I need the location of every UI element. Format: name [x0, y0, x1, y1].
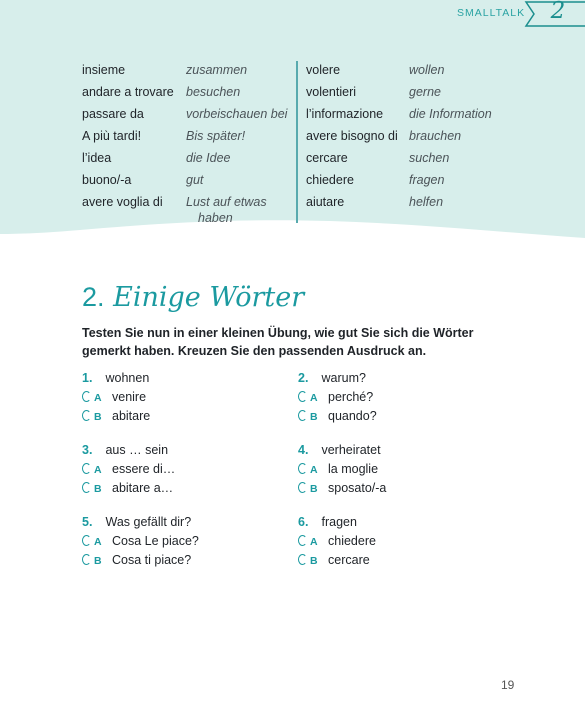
- page-number: 19: [501, 678, 515, 692]
- exercise-number: 2.: [298, 371, 309, 385]
- option-text: sposato/-a: [328, 481, 387, 495]
- option-b[interactable]: [298, 553, 370, 567]
- option-text: Cosa ti piace?: [112, 553, 192, 567]
- vocab-italian: aiutare: [306, 195, 345, 209]
- option-text: perché?: [328, 390, 374, 404]
- exercise-word: aus … sein: [105, 443, 169, 457]
- exercise-word: warum?: [321, 371, 366, 385]
- option-text: chiedere: [328, 534, 376, 548]
- chapter-number: 2: [550, 0, 566, 24]
- vocab-italian: cercare: [306, 151, 348, 165]
- option-a[interactable]: [298, 534, 376, 548]
- vocab-italian: insieme: [82, 63, 126, 77]
- checkbox-circle-icon[interactable]: [298, 463, 307, 474]
- exercise-prompt: [298, 443, 381, 457]
- checkbox-circle-icon[interactable]: [82, 554, 91, 565]
- exercise-prompt: [82, 443, 168, 457]
- vocab-german: brauchen: [409, 129, 462, 143]
- option-text: venire: [112, 390, 147, 404]
- option-letter: A: [310, 536, 318, 548]
- section-title-text: Einige Wörter: [113, 282, 305, 313]
- vocab-italian: passare da: [82, 107, 144, 121]
- exercise-prompt: [298, 371, 366, 385]
- option-b[interactable]: [298, 409, 377, 423]
- exercise-number: 1.: [82, 371, 93, 385]
- option-text: cercare: [328, 553, 370, 567]
- vocab-german: zusammen: [186, 63, 248, 77]
- exercise-number: 4.: [298, 443, 309, 457]
- instructions-text: Testen Sie nun in einer kleinen Übung, wie gut Sie sich die Wörter gemerkt haben. Kreuzen Sie den passenden Ausdruck an.: [82, 326, 474, 358]
- vocab-column-divider: [296, 61, 298, 223]
- option-letter: A: [94, 464, 102, 476]
- option-text: abitare: [112, 409, 151, 423]
- option-a[interactable]: [298, 390, 373, 404]
- checkbox-circle-icon[interactable]: [298, 391, 307, 402]
- option-a[interactable]: [82, 462, 175, 476]
- option-a[interactable]: [298, 462, 378, 476]
- vocab-italian: l’informazione: [306, 107, 384, 121]
- checkbox-circle-icon[interactable]: [82, 482, 91, 493]
- vocab-german: Bis später!: [186, 129, 246, 143]
- vocab-italian: avere bisogno di: [306, 129, 398, 143]
- option-a[interactable]: [82, 390, 146, 404]
- checkbox-circle-icon[interactable]: [298, 482, 307, 493]
- vocab-italian: l’idea: [82, 151, 112, 165]
- checkbox-circle-icon[interactable]: [298, 554, 307, 565]
- option-letter: B: [94, 411, 102, 423]
- vocab-german: Lust auf etwas: [186, 195, 267, 209]
- vocab-german: die Idee: [186, 151, 231, 165]
- option-b[interactable]: [82, 409, 150, 423]
- vocab-german: gut: [186, 173, 204, 187]
- exercise-word: wohnen: [105, 371, 150, 385]
- section-label: SMALLTALK: [457, 7, 526, 19]
- vocab-italian: andare a trovare: [82, 85, 174, 99]
- option-b[interactable]: [298, 481, 386, 495]
- option-letter: A: [94, 392, 102, 404]
- vocab-german: vorbeischauen bei: [186, 107, 288, 121]
- option-text: la moglie: [328, 462, 379, 476]
- exercise-word: verheiratet: [321, 443, 381, 457]
- vocab-italian: avere voglia di: [82, 195, 163, 209]
- vocab-german: die Information: [409, 107, 492, 121]
- exercise-word: fragen: [321, 515, 357, 529]
- option-b[interactable]: [82, 553, 191, 567]
- exercise-prompt: [298, 515, 357, 529]
- checkbox-circle-icon[interactable]: [82, 391, 91, 402]
- option-text: essere di…: [112, 462, 176, 476]
- exercise-prompt: [82, 515, 191, 529]
- option-letter: B: [94, 555, 102, 567]
- exercise-number: 5.: [82, 515, 93, 529]
- option-letter: B: [310, 411, 318, 423]
- section-number: 2.: [82, 282, 105, 312]
- header-band: [0, 0, 585, 250]
- vocab-german: suchen: [409, 151, 450, 165]
- checkbox-circle-icon[interactable]: [82, 463, 91, 474]
- option-a[interactable]: [82, 534, 199, 548]
- vocab-german: gerne: [409, 85, 441, 99]
- option-letter: B: [310, 555, 318, 567]
- option-letter: B: [310, 483, 318, 495]
- option-text: abitare a…: [112, 481, 174, 495]
- vocab-german: besuchen: [186, 85, 241, 99]
- option-text: quando?: [328, 409, 377, 423]
- exercise-number: 3.: [82, 443, 93, 457]
- vocab-german: helfen: [409, 195, 444, 209]
- vocab-german: fragen: [409, 173, 445, 187]
- option-letter: A: [310, 464, 318, 476]
- vocab-italian: volentieri: [306, 85, 357, 99]
- checkbox-circle-icon[interactable]: [298, 410, 307, 421]
- vocab-italian: A più tardi!: [82, 129, 142, 143]
- exercise-number: 6.: [298, 515, 309, 529]
- checkbox-circle-icon[interactable]: [82, 535, 91, 546]
- vocab-italian: buono/-a: [82, 173, 132, 187]
- option-letter: A: [310, 392, 318, 404]
- vocab-italian: chiedere: [306, 173, 354, 187]
- vocab-german-continued: haben: [198, 211, 233, 225]
- option-letter: B: [94, 483, 102, 495]
- option-text: Cosa Le piace?: [112, 534, 199, 548]
- checkbox-circle-icon[interactable]: [298, 535, 307, 546]
- option-b[interactable]: [82, 481, 173, 495]
- exercise-prompt: [82, 371, 149, 385]
- vocab-italian: volere: [306, 63, 341, 77]
- exercise-word: Was gefällt dir?: [105, 515, 192, 529]
- vocab-german: wollen: [409, 63, 445, 77]
- option-letter: A: [94, 536, 102, 548]
- checkbox-circle-icon[interactable]: [82, 410, 91, 421]
- section-title: [82, 282, 304, 313]
